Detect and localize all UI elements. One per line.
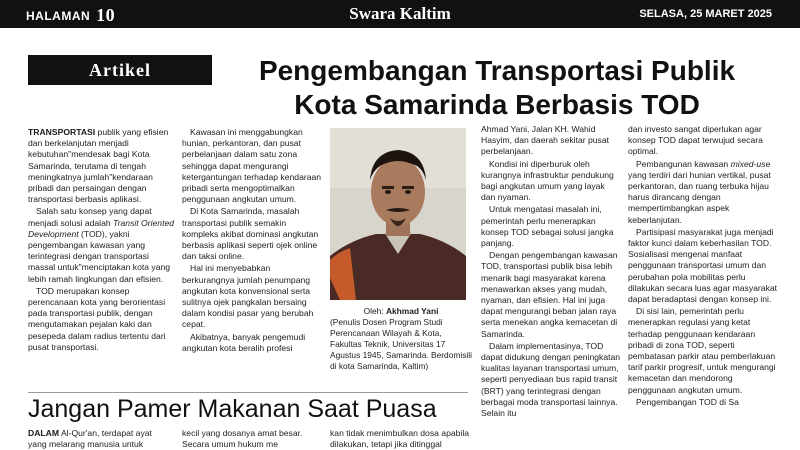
paragraph-text: yang terdiri dari hunian vertikal, pusat perkantoran, dan ruang terbuka hijau harus dirancang dengan mempertimbangkan aspek keberlanjutan.: [628, 169, 771, 225]
lead-word: DALAM: [28, 428, 60, 438]
author-name: Akhmad Yani: [385, 306, 439, 316]
paragraph: Akibatnya, banyak pengemudi angkutan kota beralih profesi: [182, 331, 306, 353]
second-article-column-3: [330, 428, 470, 450]
paragraph: Dengan pengembangan kawasan TOD, transportasi publik bisa lebih menarik bagi masyarakat karena menawarkan akses yang mudah, nyaman, dan efisien. Hal ini juga dapat mengurangi beban jalan raya serta menekan angka kemacetan di Samarinda.: [481, 250, 618, 339]
second-article-column-1: [28, 428, 168, 450]
paragraph: Hal ini menyebabkan berkurangnya jumlah penumpang angkutan kota konvensional serta sulitnya ojek pangkalan bersaing dalam kondisi pasar yang berubah cepat.: [182, 263, 314, 330]
publication-date: SELASA, 25 MARET 2025: [639, 8, 772, 20]
paragraph-emphasis: mixed-use: [730, 158, 771, 169]
second-article-column-2: [182, 428, 320, 450]
paragraph: [28, 127, 176, 205]
author-photo: [330, 128, 466, 300]
paragraph: Ahmad Yani, Jalan KH. Wahid Hasyim, dan daerah sekitar pusat perbelanjaan.: [481, 124, 610, 157]
paragraph: [28, 428, 168, 450]
article-column-1: [28, 127, 176, 354]
paragraph: Partisipasi masyarakat juga menjadi faktor kunci dalam keberhasilan TOD. Sosialisasi mengenai manfaat penggunaan transportasi umum dan perubahan pola mobilitas perlu dilakukan secara luas agar masyarakat dapat beradaptasi dengan konsep ini.: [628, 226, 778, 305]
photo-caption: [330, 306, 472, 372]
paragraph-text: Al-Qur'an, terdapat ayat yang melarang manusia untuk: [28, 428, 152, 450]
paragraph: kan tidak menimbulkan dosa apabila dilakukan, tetapi jika ditinggal: [330, 428, 470, 450]
article-column-2: [182, 127, 322, 355]
paragraph-text: Salah satu konsep yang dapat menjadi solusi adalah: [28, 206, 152, 228]
second-article-headline: Jangan Pamer Makanan Saat Puasa: [28, 395, 437, 423]
paragraph: Untuk mengatasi masalah ini, pemerintah perlu menerapkan konsep TOD sebagai solusi jangka panjang.: [481, 204, 614, 249]
byline-prefix: Oleh:: [363, 306, 386, 316]
paragraph: Dalam implementasinya, TOD dapat didukung dengan peningkatan kualitas layanan transportasi umum, seperti penyediaan bus rapid transit (BRT) yang terintegrasi dengan berbagai moda transportasi lainnya. Selain itu: [481, 340, 621, 419]
paragraph: Di Kota Samarinda, masalah transportasi publik semakin kompleks akibat dominasi angkutan berbasis aplikasi seperti ojek online dan taksi online.: [182, 206, 319, 262]
article-headline: [222, 54, 772, 122]
paragraph: dan investo sangat diperlukan agar konsep TOD dapat terwujud secara optimal.: [628, 124, 763, 157]
article-column-4: [481, 124, 621, 420]
headline-line-1: Pengembangan Transportasi Publik: [258, 55, 736, 86]
author-byline: [330, 306, 472, 317]
section-tag-label: Artikel: [89, 60, 151, 80]
paragraph-text: Pembangunan kawasan: [636, 158, 731, 169]
paragraph-text: (TOD), yakni pengembangan kawasan yang terintegrasi dengan transportasi massal untuk"menciptakan kota yang lebih ramah lingkungan dan efisien.: [28, 228, 171, 284]
paragraph: TOD merupakan konsep perencanaan kota yang berorientasi pada transportasi publik, dengan mengutamakan pejalan kaki dan pesepeda dalam radius tertentu dari pusat transportasi.: [28, 285, 166, 352]
page-header: [0, 0, 800, 28]
paragraph: Pengembangan TOD di Sa: [636, 396, 739, 407]
paragraph: [628, 159, 778, 226]
paragraph: Kondisi ini diperburuk oleh kurangnya infrastruktur pendukung bagi angkutan umum yang layak dan nyaman.: [481, 158, 614, 203]
lead-word: TRANSPORTASI: [28, 127, 96, 137]
paragraph: kecil yang dosanya amat besar. Secara umum hukum me: [182, 428, 303, 450]
page-number: 10: [96, 5, 116, 25]
author-photo-image: [330, 128, 466, 300]
section-tag: [28, 55, 212, 85]
page-label-text: HALAMAN: [26, 9, 91, 23]
author-bio: (Penulis Dosen Program Studi Perencanaan Wilayah & Kota, Fakultas Teknik, Universitas 17 Agustus 1945, Samarinda. Berdomisili di kota Samarinda, Kaltim): [330, 317, 472, 371]
paragraph: Kawasan ini menggabungkan hunian, perkantoran, dan pusat perbelanjaan dalam satu zona sehingga dapat mengurangi ketergantungan terhadap kendaraan pribadi serta mengoptimalkan penggunaan angkutan umum.: [182, 127, 322, 205]
paragraph-emphasis: Transit Oriented Development: [28, 217, 175, 239]
paragraph-text: publik yang efisien dan berkelanjutan menjadi kebutuhan"mendesak bagi Kota Samarinda, terutama di tengah meningkatnya jumlah"kendaraan pribadi dan persaingan dengan transportasi berbasis aplikasi.: [28, 127, 169, 205]
paragraph: [28, 206, 176, 284]
section-divider: [28, 392, 468, 393]
headline-line-2: Kota Samarinda Berbasis TOD: [294, 89, 700, 120]
article-column-5: [628, 124, 778, 409]
publication-name: Swara Kaltim: [349, 4, 451, 23]
paragraph: Di sisi lain, pemerintah perlu menerapkan regulasi yang ketat terhadap penggunaan kendaraan pribadi di zona TOD, seperti pembatasan parkir atau pemberlakuan tarif parkir progresif, untuk mengurangi kemacetan dan mendorong penggunaan angkutan umum.: [628, 306, 776, 395]
